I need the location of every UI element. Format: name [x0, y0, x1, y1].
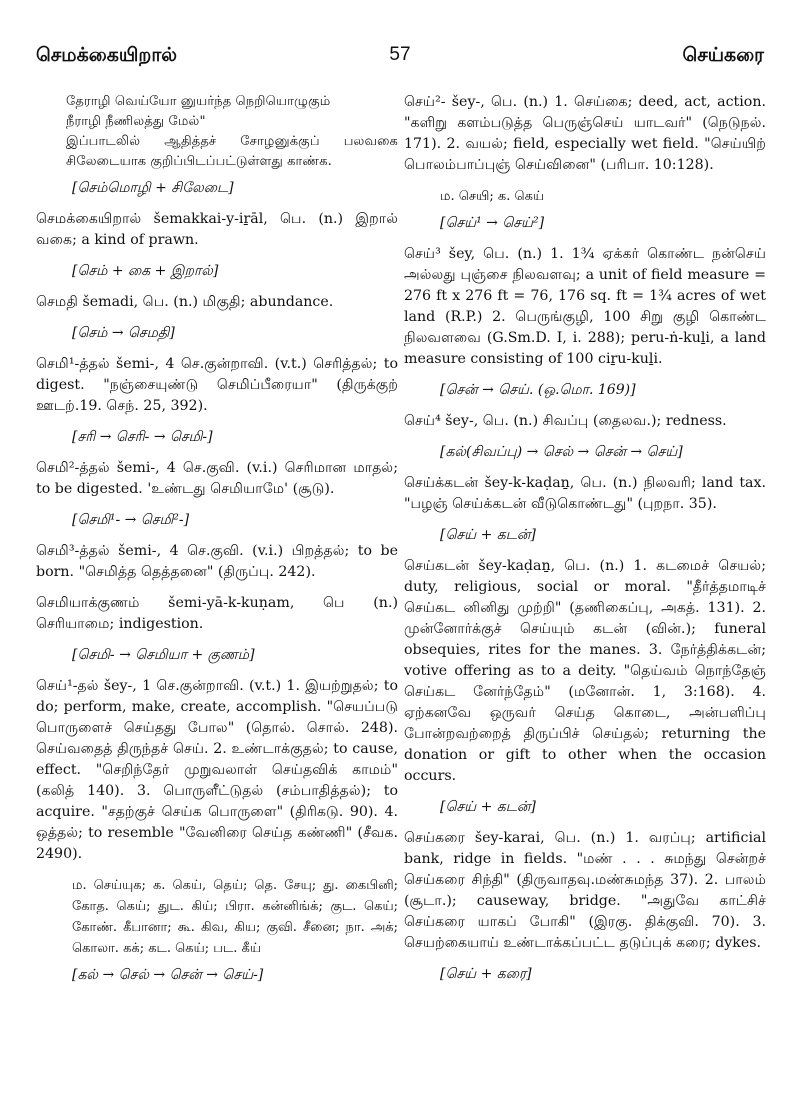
etymology: [கல்(சிவப்பு) → செல் → சென் → செய்]	[440, 444, 683, 460]
etymology: [சரி → செரி- → செமி-]	[72, 429, 213, 445]
etymology: [செம் → செமதி]	[72, 325, 175, 341]
etymology: [செமி- → செமியா + குணம்]	[72, 647, 255, 663]
dictionary-entry: செமக்கையிறால் šemakkai-y-iṟāl, பெ. (n.) இறால் வகை; a kind of prawn.	[36, 211, 398, 248]
dictionary-entry: செய்கரை šey-karai, பெ. (n.) 1. வரப்பு; artificial bank, ridge in fields. "மண் . . . சுமந்து சென்றச் செய்கரை சிந்தி" (திருவாதவு.மண்சுமந்த 37). 2. பாலம் (சூடா.); causeway, bridge. "அதுவே காட்சிச் செய்கரை யாகப் போகி" (இரகு. திக்குவி. 70). 3. செயற்கையாய் உண்டாக்கப்பட்ட தடுப்புக் கரை; dykes.	[404, 830, 766, 951]
quote-line: தேராழி வெய்யோ னுயர்ந்த நெறியொழுகும்	[66, 94, 331, 109]
etymology: [செம்மொழி + சிலேடை]	[72, 180, 234, 196]
cognates: ம. செய்யுக; க. கெய், தெய்; தெ. சேயு; து. கைபினி; கோத. கெய்; துட. கிய்; பிரா. கன்னிங்க்; குட. கெய்; கோண். கீபானா; கூ. கிவ, கிய; குவி. சீனை; நா. அக்; கொலா. கக்; கட. கெய்; பட. கீய்	[72, 878, 398, 956]
page-header	[36, 44, 764, 74]
right-column	[404, 92, 766, 995]
page-number: 57	[389, 44, 411, 65]
dictionary-entry: செய்⁴ šey-, பெ. (n.) சிவப்பு (தைலவ.); redness.	[404, 413, 727, 429]
cognates: ம. செயி; க. கெய்	[440, 189, 545, 204]
header-left-guide-word: செமக்கையிறால்	[36, 44, 178, 66]
etymology: [செம் + கை + இறால்]	[72, 263, 219, 279]
dictionary-entry: செய்¹-தல் šey-, 1 செ.குன்றாவி. (v.t.) 1. இயற்றுதல்; to do; perform, make, create, accomplish. "செயப்படு பொருளைச் செய்தது போல" (தொல். சொல். 248). செய்வதைத் திருந்தச் செய். 2. உண்டாக்குதல்; to cause, effect. "செறிந்தேர் முறுவலாள் செய்தவிக் காமம்" (கலித் 140). 3. பொருளீட்டுதல் (சம்பாதித்தல்); to acquire. "சதற்குச் செய்க பொருளை" (திரிகடு. 90). 4. ஒத்தல்; to resemble "வேனிரை செய்த கண்ணி" (சீவக. 2490).	[36, 678, 398, 862]
dictionary-entry: செய்க்கடன் šey-k-kaḍaṉ, பெ. (n.) நிலவரி; land tax. "பழஞ் செய்க்கடன் வீடுகொண்டது" (புறநா. 35).	[404, 475, 766, 512]
dictionary-entry: செமி³-த்தல் šemi-, 4 செ.குவி. (v.i.) பிறத்தல்; to be born. "செமித்த தெத்தனை" (திருப்பு. 242).	[36, 543, 398, 580]
etymology: [செய் + கரை]	[440, 966, 532, 982]
dictionary-entry: செய்³ šey, பெ. (n.) 1. 1¾ ஏக்கர் கொண்ட நன்செய் அல்லது புஞ்சை நிலவளவு; a unit of field measure = 276 ft x 276 ft = 76, 176 sq. ft = 1¾ acres of wet land (R.P.) 2. பெருங்குழி, 100 சிறு குழி கொண்ட நிலவளவை (G.Sm.D. I, i. 288); peru-ṅ-kuḻi, a land measure consisting of 100 ciṟu-kuḻi.	[404, 246, 766, 367]
dictionary-entry: செய்²- šey-, பெ. (n.) 1. செய்கை; deed, act, action. "களிறு களம்படுத்த பெருஞ்செய் யாடவர்" (நெடுநல். 171). 2. வயல்; field, especially wet field. "செய்யிற் பொலம்பாப்புஞ் செய்வினை" (பரிபா. 10:128).	[404, 94, 766, 173]
left-column	[36, 92, 398, 996]
etymology: [செமி¹- → செமி²-]	[72, 512, 190, 528]
header-right-guide-word: செய்கரை	[682, 44, 764, 66]
dictionary-entry: செமி²-த்தல் šemi-, 4 செ.குவி. (v.i.) செரிமான மாதல்; to be digested. 'உண்டது செமியாமே' (சூடு).	[36, 460, 398, 497]
etymology: [செய் + கடன்]	[440, 527, 536, 543]
etymology: [சென் → செய். (ஒ.மொ. 169)]	[440, 382, 636, 398]
dictionary-entry: செய்கடன் šey-kaḍaṉ, பெ. (n.) 1. கடமைச் செயல்; duty, religious, social or moral. "தீர்த்தமாடிச் செய்கட னினிது முற்றி" (தணிகைப்பு, அகத். 131). 2. முன்னோர்க்குச் செய்யும் கடன் (வின்.); funeral obsequies, rites for the manes. 3. நேர்த்திக்கடன்; votive offering as to a deity. "தெய்வம் நொந்தேஞ் செய்கட னேர்ந்தேம்" (மனோன். 1, 3:168). 4. ஏற்கனவே ஒருவர் செய்த கொடை, அன்பளிப்பு போன்றவற்றைத் திருப்பிச் செய்தல்; returning the donation or gift to other when the occasion occurs.	[404, 558, 766, 784]
note-text: இப்பாடலில் ஆதித்தச் சோழனுக்குப் பலவகை சிலேடையாக குறிப்பிடப்பட்டுள்ளது காண்க.	[66, 134, 398, 169]
quote-line: நீராழி நீணிலத்து மேல்"	[66, 114, 206, 129]
dictionary-entry: செமி¹-த்தல் šemi-, 4 செ.குன்றாவி. (v.t.) செரித்தல்; to digest. "நஞ்சையுண்டு செமிப்பீரையா" (திருக்குற் ஊடற்.19. செந். 25, 392).	[36, 356, 398, 414]
etymology: [கல் → செல் → சென் → செய்-]	[72, 967, 264, 983]
etymology: [செய் + கடன்]	[440, 799, 536, 815]
etymology: [செய்¹ → செய்²]	[440, 215, 545, 231]
dictionary-entry: செமதி šemadi, பெ. (n.) மிகுதி; abundance.	[36, 294, 334, 310]
dictionary-entry: செமியாக்குணம் šemi-yā-k-kuṇam, பெ (n.) செரியாமை; indigestion.	[36, 595, 398, 632]
